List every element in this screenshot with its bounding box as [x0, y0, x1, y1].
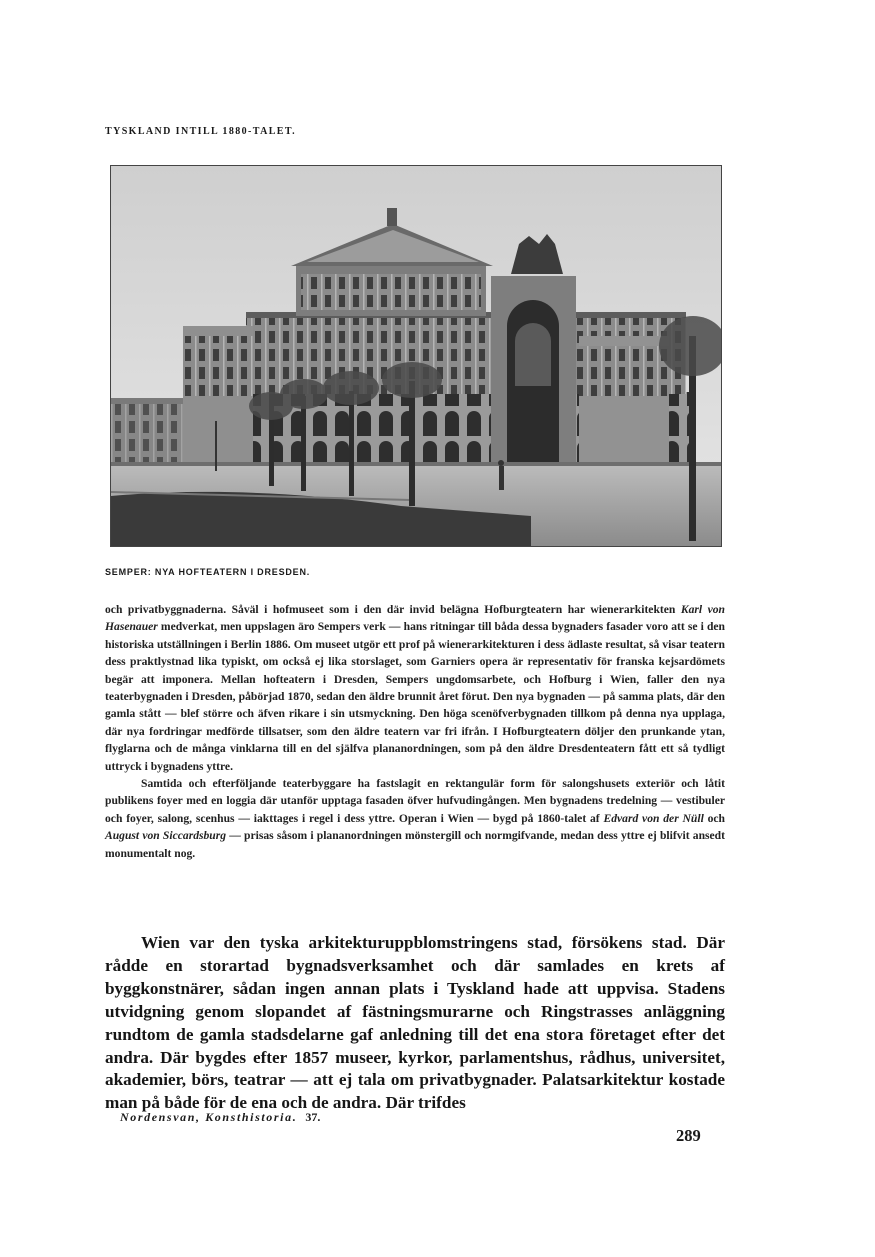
footnote-author: Nordensvan, Konsthistoria.: [120, 1110, 298, 1124]
figure-caption: SEMPER: NYA HOFTEATERN I DRESDEN.: [105, 567, 311, 577]
photo-illustration: [111, 166, 722, 547]
text-segment: medverkat, men uppslagen äro Sempers verk — hans ritningar till båda dessa bygnaders fasader voro att se i den historiska utställningen i Berlin 1886. Om museet utgör ett prof på wienerarkitekturen i dess ädlaste resultat, så visar teatern dess praktlystnad lika typiskt, om också ej lika storslaget, som Garniers opera är representativ för franska kejsardömets begär att imponera. Mellan hofteatern i Dresden, Sempers ungdomsarbete, och Hofburg i Wien, faller den nya teaterbygnaden i Dresden, påbörjad 1870, sedan den äldre brunnit året förut. Den nya bygnaden — på samma plats, där den gamla stått — blef större och äfven rikare i sin utsmyckning. Den höga scenöfverbygnaden tillkom på denna nya upplaga, där nya fordringar medförde tillsatser, som den äldre teatern var fri ifrån. I Hofburgteatern döljer den prunkande ytan, flyglarna och de många vinklarna till en del själfva plananordningen, som på den äldre Dresdenteatern fått ett så tydligt uttryck i bygnadens yttre.: [105, 620, 725, 773]
text-segment: — prisas såsom i plananordningen mönstergill och normgifvande, medan dess yttre ej blifvit ansedt monumentalt nog.: [105, 829, 725, 860]
small-paragraph: [105, 601, 725, 775]
italic-name: Edvard von der Nüll: [603, 811, 704, 825]
text-segment: och privatbyggnaderna. Såväl i hofmuseet som i den där invid belägna Hofburgteatern har wienerarkitekten: [105, 603, 681, 616]
italic-name: August von Siccardsburg: [105, 829, 227, 843]
text-segment: och: [703, 811, 725, 825]
italic-name: Karl von Hasenauer: [105, 603, 725, 634]
large-paragraph: Wien var den tyska arkitekturuppblomstringens stad, försökens stad. Där rådde en storartad bygnadsverksamhet och där samlades en krets af byggkonstnärer, sådan ingen annan plats i Tyskland hade att uppvisa. Stadens utvidgning genom slopandet af fästningsmurarne och Ringstrasses anläggning rundtom de gamla stadsdelarne gaf anledning till det ena stora företaget efter det andra. Där bygdes efter 1857 museer, kyrkor, parlamentshus, rådhus, universitet, akademier, börs, teatrar — att ej tala om privatbygnader. Palatsarkitektur kostade man på både för de ena och de andra. Där trifdes: [105, 933, 725, 1113]
body-small-text: [105, 601, 725, 862]
photo-semperoper-dresden: [110, 165, 722, 547]
running-header: TYSKLAND INTILL 1880-TALET.: [105, 126, 297, 137]
footnote-sheet-number: 37.: [305, 1110, 321, 1124]
page-number: 289: [676, 1126, 701, 1145]
small-paragraph: [105, 775, 725, 862]
text-segment: Samtida och efterföljande teaterbyggare ha fastslagit en rektangulär form för salongshusets exteriör och låtit publikens foyer med en loggia där utanför upptaga fasaden öfver hufvudingången. Men bygnadens tredelning — vestibuler och foyer, salong, scenhus — iakttages i regel i dess yttre. Operan i Wien — bygd på 1860-talet af: [105, 777, 725, 825]
body-large-text: [105, 932, 725, 1115]
signature-footnote: [120, 1110, 320, 1125]
